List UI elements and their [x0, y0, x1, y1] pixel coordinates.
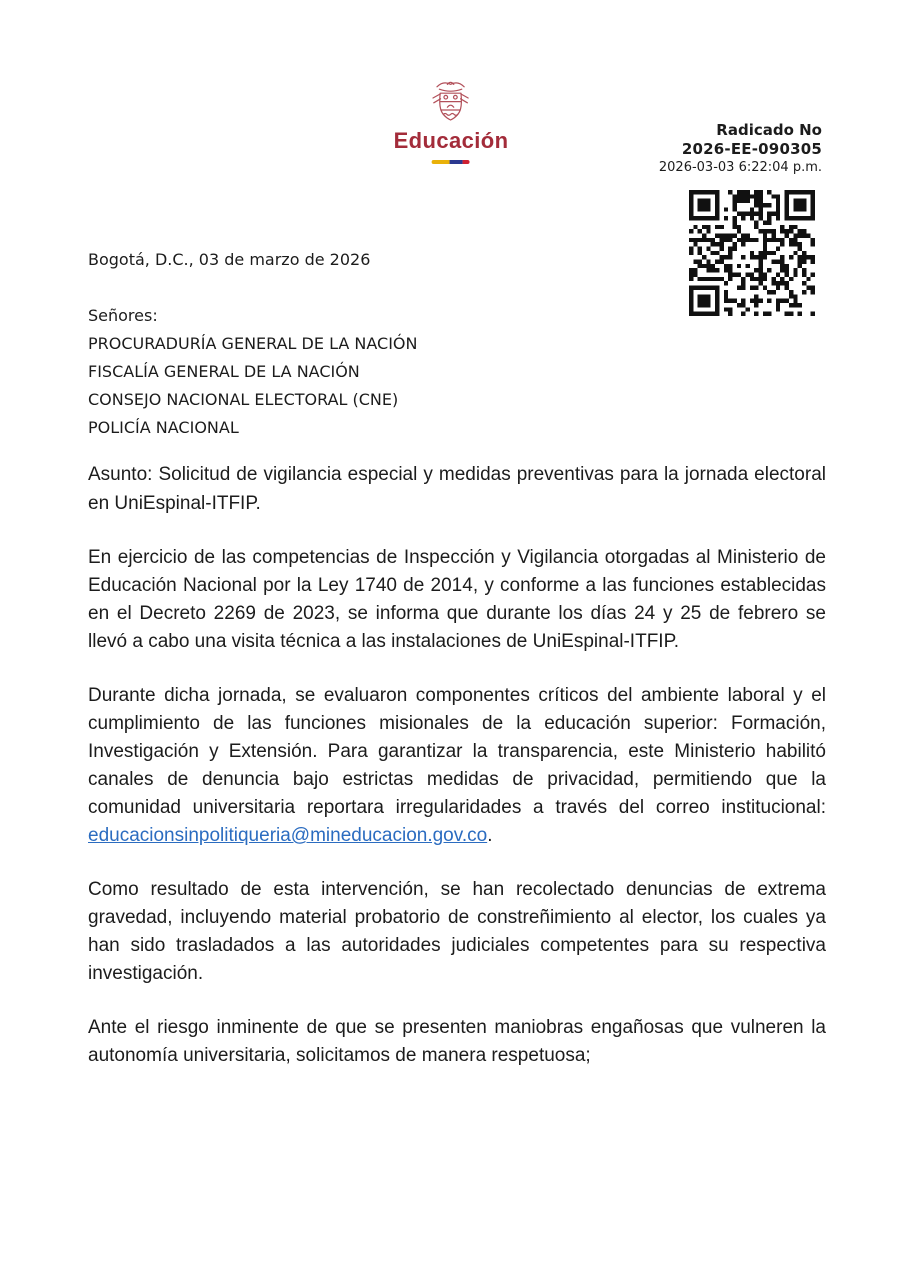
- radicado-label: Radicado No: [716, 121, 822, 139]
- letter-body: [88, 246, 826, 1070]
- flag-red-segment: [462, 160, 470, 164]
- flag-blue-segment: [450, 160, 463, 164]
- brand-wordmark: Educación: [393, 128, 509, 153]
- recipient-line: POLICÍA NACIONAL: [88, 418, 239, 437]
- paragraph-3: Como resultado de esta intervención, se han recolectado denuncias de extrema gravedad, incluyendo material probatorio de constreñimiento al elector, los cuales ya han sido trasladados a las autoridades judiciales competentes para su respectiva investigación.: [88, 879, 826, 984]
- colombia-coat-of-arms-icon: [427, 78, 475, 126]
- radicado-timestamp: 2026-03-03 6:22:04 p.m.: [658, 160, 822, 175]
- paragraph-2-period: .: [487, 825, 493, 846]
- paragraph-1: En ejercicio de las competencias de Inspección y Vigilancia otorgadas al Ministerio de Educación Nacional por la Ley 1740 de 2014, y conforme a las funciones establecidas en el Decreto 2269 de 2023, se informa que durante los días 24 y 25 de febrero se llevó a cabo una visita técnica a las instalaciones de UniEspinal-ITFIP.: [88, 547, 826, 652]
- institutional-email-link[interactable]: educacionsinpolitiqueria@mineducacion.gov.co: [88, 825, 488, 846]
- recipient-line: PROCURADURÍA GENERAL DE LA NACIÓN: [88, 334, 418, 353]
- ministry-logo: [394, 78, 509, 164]
- radicado-block: [659, 121, 822, 177]
- paragraph-2: [88, 682, 826, 850]
- recipient-line: FISCALÍA GENERAL DE LA NACIÓN: [88, 362, 360, 381]
- subject-line: Asunto: Solicitud de vigilancia especial y medidas preventivas para la jornada electoral en UniEspinal-ITFIP.: [88, 464, 826, 514]
- flag-yellow-segment: [432, 160, 450, 164]
- radicado-number: 2026-EE-090305: [681, 140, 822, 158]
- salutation: Señores:: [88, 306, 158, 325]
- recipient-list: [88, 330, 826, 442]
- paragraph-2-text: Durante dicha jornada, se evaluaron componentes críticos del ambiente laboral y el cumplimiento de las funciones misionales de la educación superior: Formación, Investigación y Extensión. Para garantizar la transparencia, este Ministerio habilitó canales de denuncia bajo estrictas medidas de privacidad, permitiendo que la comunidad universitaria reportara irregularidades a través del correo institucional:: [88, 685, 826, 818]
- colombia-flag-bar: [432, 160, 470, 164]
- date-line: Bogotá, D.C., 03 de marzo de 2026: [88, 250, 371, 269]
- recipient-line: CONSEJO NACIONAL ELECTORAL (CNE): [88, 390, 399, 409]
- paragraph-4: Ante el riesgo inminente de que se presenten maniobras engañosas que vulneren la autonomía universitaria, solicitamos de manera respetuosa;: [88, 1017, 826, 1066]
